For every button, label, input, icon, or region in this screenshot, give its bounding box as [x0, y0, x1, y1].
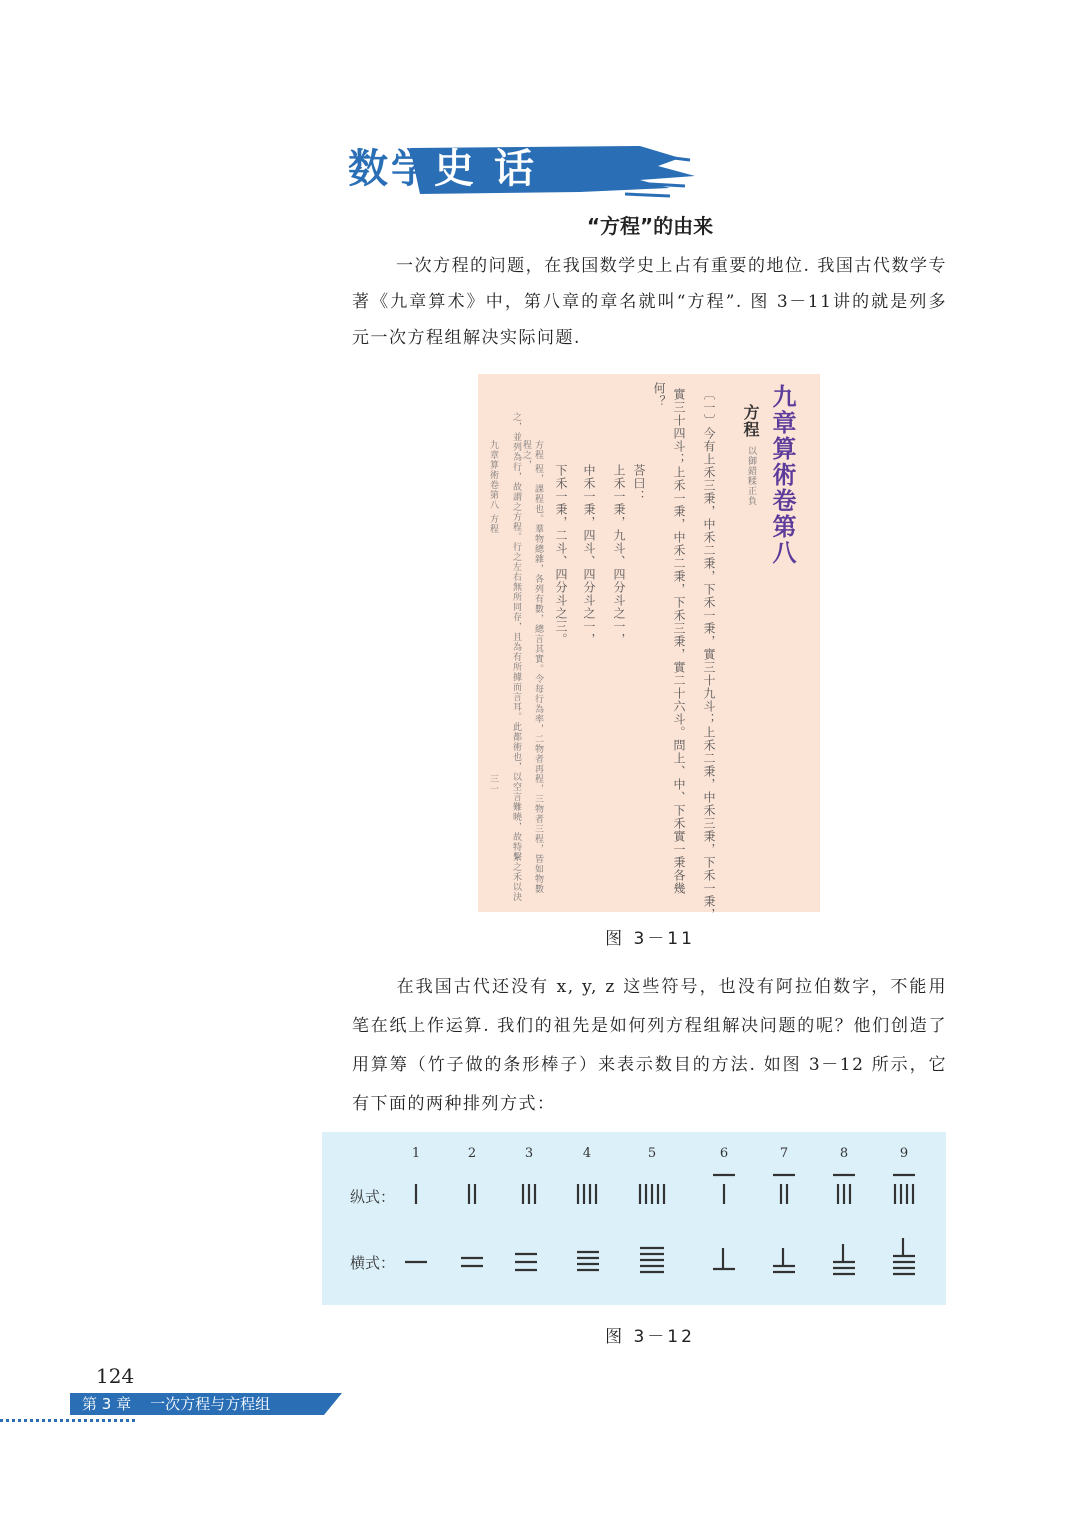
scan-column: 何？	[652, 382, 666, 408]
scan-column: 中禾一秉，四斗、四分斗之一，	[582, 464, 596, 646]
rod-number: 7	[779, 1146, 789, 1161]
scan-column: 〔一〕今有上禾三秉，中禾二秉，下禾一秉，實三十九斗；上禾二秉，中禾三秉，下禾一秉，	[702, 388, 716, 921]
rod-number: 5	[647, 1146, 657, 1161]
scan-column: 方程 程，課程也。羣物總雜，各列有數，總言其實。令每行為率，二物者再程，三物者三程，皆如物數程之，	[521, 440, 543, 894]
section-banner	[340, 136, 700, 202]
chapter-label: 第 3 章 一次方程与方程组	[82, 1395, 271, 1413]
rod-number: 4	[582, 1146, 592, 1161]
page-number: 124	[96, 1364, 135, 1388]
rod-number: 6	[719, 1146, 729, 1161]
scan-footer: 九章算術卷第八 方程	[488, 440, 498, 534]
scan-title: 九章算術卷第八	[768, 384, 797, 566]
scan-subtitle: 以御錯糅正負	[746, 446, 756, 506]
intro-paragraph: 一次方程的问题，在我国数学史上占有重要的地位. 我国古代数学专著《九章算术》中，第八章的章名就叫“方程”. 图 3－11讲的就是列多元一次方程组解决实际问题.	[352, 256, 947, 348]
rod-number: 2	[467, 1146, 477, 1161]
vertical-rods	[416, 1175, 915, 1204]
counting-rods-table	[322, 1132, 946, 1305]
jiuzhang-scan-image	[478, 374, 820, 921]
footer-dotted-line	[0, 1419, 135, 1422]
figure-3-12-caption: 图 3－12	[605, 1327, 695, 1347]
rods-paragraph: 在我国古代还没有 x, y, z 这些符号，也没有阿拉伯数字，不能用笔在纸上作运算. 我们的祖先是如何列方程组解决问题的呢？他们创造了用算筹（竹子做的条形棒子）来表示数目的方法. 如图 3－12 所示，它有下面的两种排列方式：	[352, 977, 947, 1114]
scan-column: 實三十四斗；上禾一秉，中禾二秉，下禾三秉，實二十六斗。問上、中、下禾實一秉各幾	[672, 388, 686, 895]
rod-number: 1	[411, 1146, 421, 1161]
scan-column: 荅曰：	[632, 464, 646, 503]
scan-chapter-name: 方程	[741, 404, 760, 438]
vertical-form-label: 纵式：	[350, 1188, 396, 1206]
rod-number: 8	[839, 1146, 849, 1161]
horizontal-rods	[405, 1238, 915, 1274]
rod-number: 3	[524, 1146, 534, 1161]
horizontal-form-label: 横式：	[350, 1254, 396, 1272]
scan-column: 之，並列為行，故謂之方程。行之左右無所同存，且為有所據而言耳。此都術也，以空言難曉，故特繫之禾以決	[511, 412, 521, 902]
scan-page-number: 三一	[488, 774, 498, 794]
section-title: “方程”的由来	[586, 214, 714, 238]
counting-rods-drawing	[322, 1132, 946, 1305]
figure-3-11-caption: 图 3－11	[605, 929, 695, 949]
scan-column: 上禾一秉，九斗、四分斗之一，	[612, 464, 626, 646]
rod-number: 9	[899, 1146, 909, 1161]
scan-column: 下禾一秉，二斗、四分斗之三。	[554, 464, 568, 646]
banner-title: 数学史 话	[348, 146, 537, 192]
